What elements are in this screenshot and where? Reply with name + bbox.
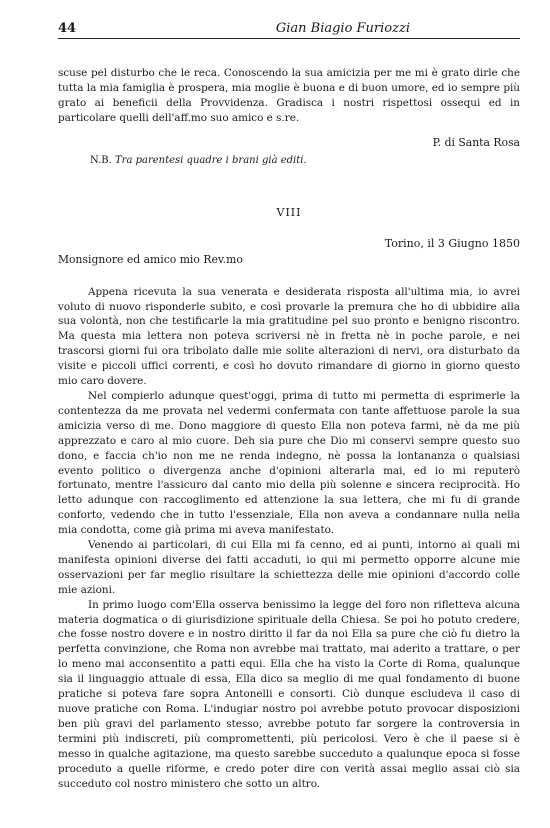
letter-number: VIII [276,205,302,219]
page-number: 44 [58,21,77,36]
running-title: Gian Biagio Furiozzi [275,21,410,36]
salutation: Monsignore ed amico mio Rev.mo [58,252,243,266]
paragraph: Nel compierlo adunque quest'oggi, prima di tutto mi permetta di esprimerle la contentezza da me provata nel vedermi confermata con tante affettuose parole la sua amicizia verso di me. Dono maggiore di questo Ella non poteva farmi, nè da me più apprezzato e caro al mio cuore. Deh sia pure che Dio mi conservi sempre questo suo dono, e faccia ch'io non me ne renda indegno, nè possa la lontananza o qualsiasi evento politico o divergenza anche d'opinioni alterarla mai, ed io mi reputerò fortunato, mentre l'assicuro dal canto mio della più solenne e sincera reciprocità. Ho letto adunque con raccoglimento ed attenzione la sua lettera, che mi fu di grande conforto, vedendo che in tutto l'essenziale, Ella non aveva a condannare nulla nella mia condotta, come già prima mi aveva manifestato. [58,389,520,537]
signature: P. di Santa Rosa [432,135,520,149]
note-text: Tra parentesi quadre i brani già editi. [115,154,307,166]
page-header [58,14,520,39]
paragraph: Appena ricevuta la sua venerata e desiderata risposta all'ultima mia, io avrei voluto di nuovo risponderle subito, e così provarle la premura che ho di ubbidire alla sua volontà, non che testificarle la mia gratitudine pel suo pronto e benigno riscontro. Ma questa mia lettera non poteva scriversi nè in fretta nè in poche parole, e nei trascorsi giorni fui ora tribolato dalle mie solite alterazioni di nervi, ora disturbato da visite e piccoli uffici correnti, e così ho dovuto rimandare di giorno in giorno questo mio caro dovere. [58,285,520,388]
previous-letter-closing: scuse pel disturbo che le reca. Conoscendo la sua amicizia per me mi è grato dirle che tutta la mia famiglia è prospera, mia moglie è buona e di buon umore, ed io sempre più grato ai beneficii della Provvidenza. Gradisca i nostri rispettosi ossequi ed in particolare quelli dell'aff.mo suo amico e s.re. [58,67,520,124]
paragraph: In primo luogo com'Ella osserva benissimo la legge del foro non rifletteva alcuna materia dogmatica o di giurisdizione spirituale della Chiesa. Se poi ho potuto credere, che fosse nostro dovere e in nostro diritto il far da noi Ella sa pure che ciò fu dietro la perfetta convinzione, che Roma non avrebbe mai trattato, mai aderito a trattare, o per lo meno mai acconsentito a patti equi. Ella che ha visto la Corte di Roma, qualunque sia il linguaggio attuale di essa, Ella dico sa meglio di me qual fondamento di buone pratiche si poteva fare sopra Antonelli e consorti. Ciò dunque escludeva il caso di nuove pratiche con Roma. L'indugiar nostro poi avrebbe potuto provocar disposizioni ben più gravi del parlamento stesso, avrebbe potuto far sorgere la controversia in termini più indiscreti, più compromettenti, più pericolosi. Vero è che il paese si è messo in qualche agitazione, ma questo sarebbe succeduto a qualunque epoca si fosse proceduto a quelle riforme, e credo poter dire con verità assai meglio assai ciò sia succeduto col nostro ministero che sotto un altro. [58,598,520,790]
editorial-note [90,155,520,166]
book-page [58,14,520,791]
letter-body [58,285,520,792]
note-label: N.B. [90,154,112,166]
place-date: Torino, il 3 Giugno 1850 [384,236,520,250]
paragraph: Venendo ai particolari, di cui Ella mi fa cenno, ed ai punti, intorno ai quali mi manifesta opinioni diverse dei fatti accaduti, io qui mi permetto opporre alcune mie osservazioni per far meglio risultare la schiettezza delle mie opinioni d'accordo colle mie azioni. [58,539,520,596]
